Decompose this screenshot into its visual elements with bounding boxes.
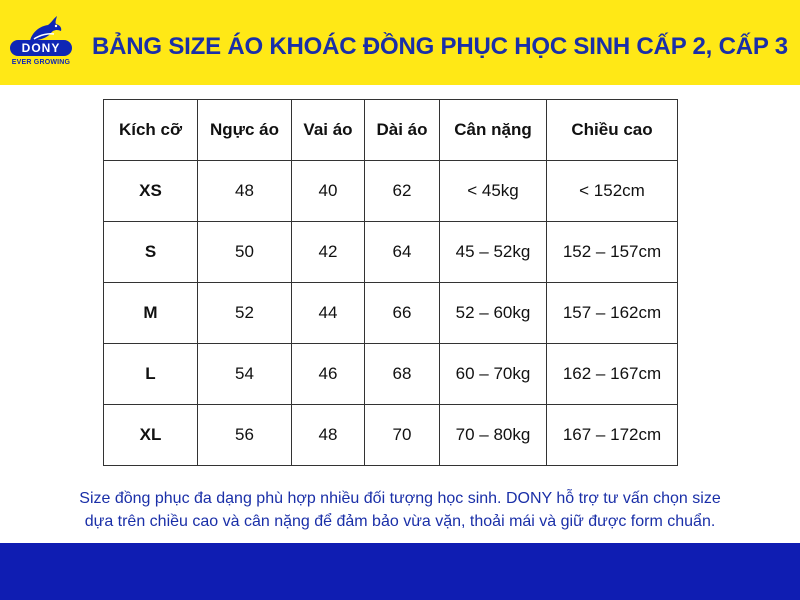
chest-cell: 48	[198, 161, 292, 222]
height-cell: 157 – 162cm	[547, 283, 678, 344]
header-weight: Cân nặng	[440, 100, 547, 161]
logo-tagline: EVER GROWING	[11, 59, 71, 66]
header-length: Dài áo	[365, 100, 440, 161]
length-cell: 62	[365, 161, 440, 222]
header-chest: Ngực áo	[198, 100, 292, 161]
header-height: Chiều cao	[547, 100, 678, 161]
height-cell: 162 – 167cm	[547, 344, 678, 405]
height-cell: 152 – 157cm	[547, 222, 678, 283]
table-row	[104, 405, 678, 466]
size-table	[103, 99, 678, 466]
weight-cell: 60 – 70kg	[440, 344, 547, 405]
header-size: Kích cỡ	[104, 100, 198, 161]
weight-cell: 52 – 60kg	[440, 283, 547, 344]
length-cell: 64	[365, 222, 440, 283]
shoulder-cell: 46	[292, 344, 365, 405]
table-row	[104, 161, 678, 222]
table-row	[104, 222, 678, 283]
length-cell: 66	[365, 283, 440, 344]
weight-cell: 45 – 52kg	[440, 222, 547, 283]
size-cell: XS	[104, 161, 198, 222]
length-cell: 68	[365, 344, 440, 405]
shoulder-cell: 48	[292, 405, 365, 466]
chest-cell: 54	[198, 344, 292, 405]
size-cell: M	[104, 283, 198, 344]
chest-cell: 50	[198, 222, 292, 283]
note-line-2: dựa trên chiều cao và cân nặng để đảm bảo vừa vặn, thoải mái và giữ được form chuẩn.	[84, 513, 716, 530]
header-bar	[0, 0, 800, 85]
size-cell: XL	[104, 405, 198, 466]
logo-wordmark: DONY	[10, 40, 72, 56]
weight-cell: < 45kg	[440, 161, 547, 222]
height-cell: 167 – 172cm	[547, 405, 678, 466]
shoulder-cell: 40	[292, 161, 365, 222]
table-row	[104, 344, 678, 405]
length-cell: 70	[365, 405, 440, 466]
shoulder-cell: 44	[292, 283, 365, 344]
chest-cell: 56	[198, 405, 292, 466]
table-header-row	[104, 100, 678, 161]
brand-logo	[10, 14, 72, 74]
size-cell: L	[104, 344, 198, 405]
size-cell: S	[104, 222, 198, 283]
kangaroo-icon	[10, 14, 72, 42]
table-row	[104, 283, 678, 344]
chest-cell: 52	[198, 283, 292, 344]
size-advice-note	[0, 487, 800, 533]
shoulder-cell: 42	[292, 222, 365, 283]
footer-bar	[0, 543, 800, 600]
height-cell: < 152cm	[547, 161, 678, 222]
header-shoulder: Vai áo	[292, 100, 365, 161]
page-title: BẢNG SIZE ÁO KHOÁC ĐỒNG PHỤC HỌC SINH CẤP 2, CẤP 3	[92, 33, 788, 60]
note-line-1: Size đồng phục đa dạng phù hợp nhiều đối tượng học sinh. DONY hỗ trợ tư vấn chọn size	[79, 490, 721, 507]
weight-cell: 70 – 80kg	[440, 405, 547, 466]
